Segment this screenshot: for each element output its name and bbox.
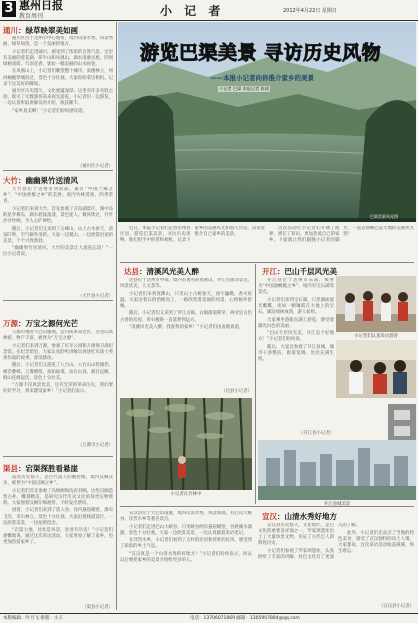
issue-date: 2012年4月22日 星期日 <box>283 8 337 14</box>
story-body: 大竹县位于达州市西南部，素有“中国苎麻之乡”、“中国香椿之乡”的美誉。境内竹林茂密，四季常青。 小记者们来到大竹，首先参观了百岛湖景区。湖中岛屿星罗棋布，湖水碧波荡漾，景色迷人。微风吹过，竹叶沙沙作响，令人心旷神怡。 随后，小记者们又来到了五峰山，山上古木参天，清泉叮咚，空气格外清新。大家一边爬山，一边欣赏沿途的美景，个个兴致勃勃。 “幽幽果竹送清风，大竹的美景让人流连忘返！”一位小记者说。 <box>3 187 113 258</box>
story-headline: ：万宝之源何光芒 <box>18 319 78 328</box>
column-divider <box>255 264 256 504</box>
page-header <box>0 0 418 21</box>
story-label: 宣汉 <box>262 512 277 521</box>
section-rule <box>120 262 414 263</box>
paper-logo: 惠州日报 <box>19 0 63 12</box>
banner-subtitle: ——本报小记者向你推介家乡的美景 <box>210 74 314 82</box>
city-photo <box>258 440 416 500</box>
story-body: 宣汉县位于大巴山南麓，境内山清水秀，风景如画，有巴山大峡谷、洋烈水乡等著名景点。 小记者们走进巴山大峡谷，只见峡谷两岸悬崖峭壁，谷底溪水潺潺，景色十分壮观。大家一边欣赏美景，一边认真做着采访笔记。 在洋烈水乡，小记者们看到了古朴的民居和淳朴的民风，感受到了浓浓的乡土气息。 “宣汉真是一个山清水秀的好地方！”小记者们纷纷表示，回去以后要把家乡的美景介绍给更多的人。 <box>120 511 252 564</box>
story-headline: ：宕渠探胜看悬崖 <box>18 464 78 473</box>
story-title <box>3 25 78 36</box>
story-label: 达县 <box>124 267 139 276</box>
story-byline: （大竹县小记者） <box>77 294 113 299</box>
story-label: 万源 <box>3 319 18 328</box>
story-label: 开江 <box>262 267 277 276</box>
paper-section: 教育周刊 <box>19 13 44 20</box>
story-body: 开江县位于达州市东部，被誉为“中国油橄榄之乡”，境内有宝石湖等景点。 小记者们来到宝石湖，只见湖面波光粼粼，宛如一颗镶嵌在大地上的宝石。湖边绿树成荫，游人如织。 大家乘坐游船在湖上游览，感受着湖光山色的美丽。 “巴山千层风光美，开江是个好地方！”小记者们纷纷说。 随后，大家还参观了开江县城，城市干净整洁，街道宽阔，处处充满生机。 <box>258 278 334 363</box>
banner-title: 游览巴渠美景 寻访历史风物 <box>140 42 382 64</box>
story-title <box>124 266 199 277</box>
story-byline: （万源市小记者） <box>77 443 113 448</box>
story-headline: ：巴山千层风光美 <box>277 267 337 276</box>
story-title <box>262 266 337 277</box>
story-body: 万源市地处大巴山腹地，是川陕革命老区，这里山高林密，物产丰富，被誉为“万宝之源”。 小记者们来到万源，参观了红军公园和万源保卫战纪念馆。在纪念馆里，大家认真聆听讲解员讲述红军战士英勇作战的故事，深受感动。 随后，小记者们又游览了八台山。八台山山势雄伟，峰峦叠嶂，云雾缭绕，宛如仙境。站在山顶，极目远眺，群山连绵起伏，景色十分壮美。 “万源不仅风景优美，还有光荣的革命历史，我们要好好学习，将来建设家乡！”小记者们表示。 <box>3 330 113 395</box>
story-byline: （宣汉县小记者） <box>378 604 414 609</box>
kids-photo-caption: 小记者们认真采访游客 <box>354 334 398 339</box>
story-headline: ：绿草映翠美如画 <box>18 26 78 35</box>
banner-photo-caption: 巴渠美景风光图 <box>370 214 398 219</box>
story-body: 渠县历史悠久，是古代賨人的聚居地，境内汉阙众多，被誉为“中国汉阙之乡”。 小记者们首先参观了冯焕阙和沈府君阙。这些汉阙造型古朴，雕刻精美，是研究汉代历史文化的珍贵实物资料。大家围着汉阙仔细观察，不时发出赞叹。 接着，小记者们来到了賨人谷。谷内悬崖峭壁，瀑布飞泻，奇石林立，景色十分壮观。大家沿着栈道前行，一边欣赏美景，一边拍照留念。 “宕渠大地，处处是风景，处处有历史！”小记者们感慨地说。通过这次采访活动，大家更加了解了家乡，也更加热爱家乡了。 <box>3 475 113 546</box>
section-rule <box>120 506 414 507</box>
footer-editor: 本版编辑：叶月飞 排版：小王 <box>3 616 63 621</box>
bamboo-photo <box>120 398 252 490</box>
bamboo-photo-caption: 小记者在竹林中 <box>170 492 202 497</box>
story-headline: ：山清水秀好地方 <box>277 512 337 521</box>
kids-photo <box>336 276 416 332</box>
banner-credit: 小记者 巴渠 本报记者 陈斌 <box>219 86 270 91</box>
section-rule <box>3 456 113 457</box>
story-headline: ：幽幽果竹送清风 <box>18 176 78 185</box>
story-label: 渠县 <box>3 464 18 473</box>
section-rule <box>3 170 113 171</box>
story-body: 达县位于达州市中部，境内有著名的真佛山、罗江古镇等景点，风景优美，人文荟萃。 小记者们来到真佛山，只见山上古树参天，庙宇巍峨，香火旺盛。大家沿着石阶拾级而上，一路欣赏着美丽的风景，心情格外舒畅。 随后，小记者们又来到了罗江古镇。古镇街道狭窄，两旁是古色古香的房屋，青石板路一直延伸到远方。 “清溪风光美人醉，我爱我的家乡！”小记者们由衷地说道。 <box>120 278 252 331</box>
story-title <box>3 463 78 474</box>
section-title: 小 记 者 <box>160 4 225 18</box>
story-byline: （渠县小记者） <box>82 605 113 610</box>
city-photo-caption: 开江县城美景 <box>323 502 351 507</box>
story-byline: （通川区小记者） <box>77 164 113 169</box>
story-body: 通川区位于达州市中心地带，境内山清水秀，风景秀丽，绿草如茵，是一个美丽的地方。 小记者们走进通川，感受到了浓浓的自然气息。这里有美丽的莲花湖、犀牛山和凤凰山。湖水清澈见底，四周绿树成荫，鸟语花香，犹如一幅美丽的山水画卷。 在凤凰山上，小记者们眺望整个城市，高楼林立，州河蜿蜒穿城而过，景色十分壮观。大家纷纷拿出相机，记录下这美好的瞬间。 通川区历史悠久，文化底蕴深厚。这里有许多名胜古迹，吸引了无数游客前来观光游览。小记者们一边游览，一边认真听取讲解员的介绍，收获颇丰。 “家乡真美啊！”小记者们纷纷感叹道。 <box>3 36 113 115</box>
intro-text: 近日，本报小记者们走进达州各区县，游览巴渠美景，寻访历史风物。他们用手中的笔和相机，记录下家乡的美丽风光和悠久历史，向读者推介自己家乡的美景。 这次活动让小记者们开阔了眼界，增长了知识，更加热爱自己的家乡。下面就让我们跟随小记者的脚步，一起去领略巴渠大地的美丽风光吧！ <box>120 226 414 244</box>
story-label: 大竹 <box>3 176 18 185</box>
section-rule <box>3 300 113 301</box>
footer-contact: 电话：13706071869 邮箱：1305907884@qq.com <box>190 616 300 621</box>
interview-photo <box>336 340 416 398</box>
story-title <box>3 318 78 329</box>
column-divider <box>116 22 117 610</box>
story-byline: （开江县小记者） <box>298 431 334 436</box>
story-title <box>262 511 337 522</box>
story-body: 宣汉县历史悠久，文化灿烂，是巴文化的重要发祥地之一。罗家坝遗址出土了大量珍贵文物，见证了古代巴人的辉煌历史。 小记者们参观了罗家坝遗址，认真聆听了专家的讲解，对巴文化有了更深入的了解。 此外，小记者们还品尝了当地的特色美食，感受了宣汉独特的风土人情。大家都说，这次采访活动收获满满，终生难忘。 <box>258 523 414 560</box>
story-byline: （达县小记者） <box>221 389 252 394</box>
page-number: 3 <box>2 1 16 17</box>
story-headline: ：清溪风光美人醉 <box>139 267 199 276</box>
story-label: 通川 <box>3 26 18 35</box>
story-title <box>3 175 78 186</box>
